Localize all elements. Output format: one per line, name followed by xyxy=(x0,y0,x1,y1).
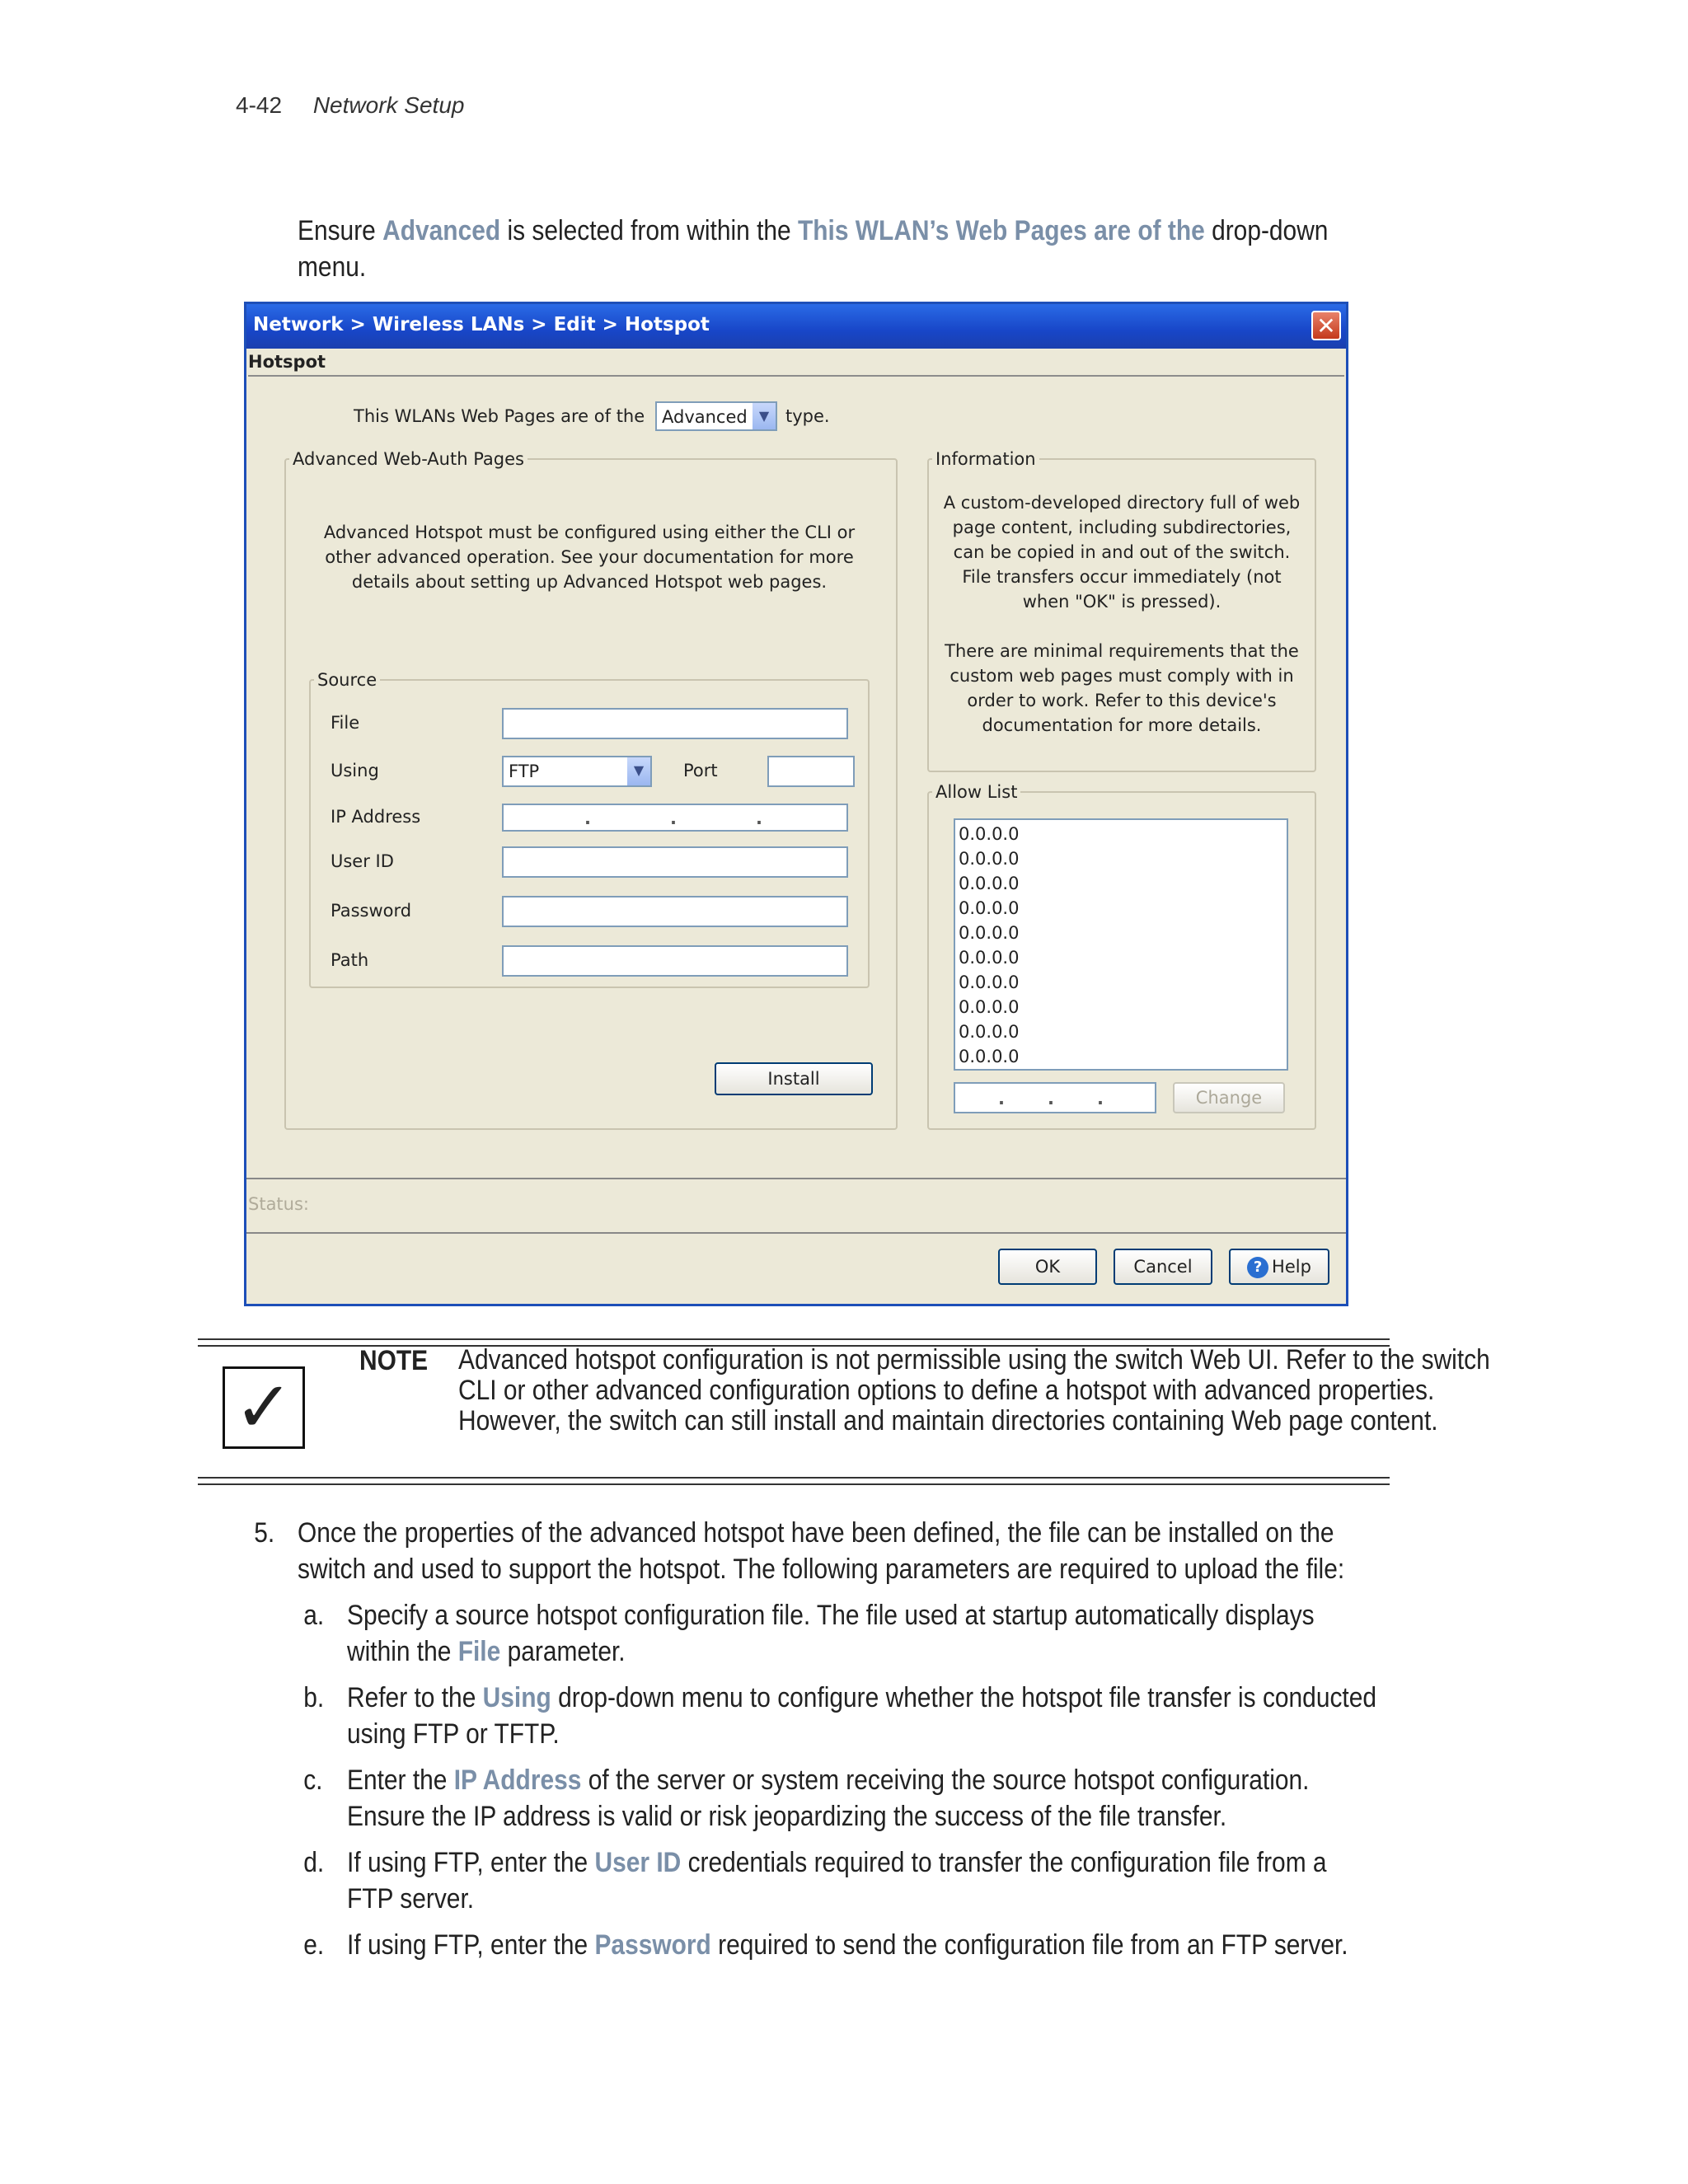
web-pages-type-label: This WLANs Web Pages are of the xyxy=(354,406,645,426)
intro-paragraph xyxy=(298,213,1386,285)
change-button[interactable]: Change xyxy=(1173,1082,1285,1113)
using-label: Using xyxy=(331,761,379,780)
step-text: Once the properties of the advanced hotspot have been defined, the file can be installed on the switch and used to support the hotspot. The following parameters are required to upload the file: xyxy=(298,1517,1345,1585)
status-divider xyxy=(246,1178,1346,1179)
ip-separator: . xyxy=(998,1089,1005,1108)
ip-separator: . xyxy=(584,808,591,828)
step-marker: b. xyxy=(303,1682,325,1713)
step-text: Refer to the xyxy=(347,1682,483,1713)
step-text: Enter the xyxy=(347,1765,454,1796)
step-d xyxy=(303,1844,1377,1917)
step-text: If using FTP, enter the xyxy=(347,1929,595,1961)
highlight-using: Using xyxy=(482,1682,551,1713)
footer-divider xyxy=(246,1232,1346,1234)
list-item[interactable]: 0.0.0.0 xyxy=(959,972,1020,992)
step-marker: e. xyxy=(303,1929,325,1961)
section-title: Network Setup xyxy=(312,92,465,118)
install-button[interactable]: Install xyxy=(715,1062,873,1095)
intro-text: drop-down menu. xyxy=(298,215,1329,283)
file-input[interactable] xyxy=(502,708,848,739)
close-icon[interactable]: ✕ xyxy=(1311,311,1341,340)
password-label: Password xyxy=(331,901,412,921)
divider xyxy=(248,375,1344,377)
list-item[interactable]: 0.0.0.0 xyxy=(959,849,1020,869)
source-legend: Source xyxy=(317,670,377,690)
list-item[interactable]: 0.0.0.0 xyxy=(959,1047,1020,1066)
web-pages-type-select[interactable] xyxy=(655,401,777,431)
information-text-2: There are minimal requirements that the custom web pages must comply with in order to work. Refer to this device's documentation for more details. xyxy=(945,641,1299,735)
cancel-button[interactable]: Cancel xyxy=(1114,1249,1212,1285)
list-item[interactable]: 0.0.0.0 xyxy=(959,1022,1020,1042)
list-item[interactable]: 0.0.0.0 xyxy=(959,824,1020,844)
allow-list-legend: Allow List xyxy=(935,782,1018,802)
ip-address-label: IP Address xyxy=(331,807,421,827)
hotspot-dialog xyxy=(244,302,1348,1306)
step-marker: 5. xyxy=(254,1517,275,1549)
step-5 xyxy=(254,1515,1371,1587)
note-rule-bottom xyxy=(198,1477,1390,1479)
note-text: Advanced hotspot configuration is not permissible using the switch Web UI. Refer to the switch CLI or other advanced configuration options to define a hotspot with advanced properties. However, the switch can still install and maintain directories containing Web page content. xyxy=(458,1344,1490,1436)
intro-highlight-webpages: This WLAN’s Web Pages are of the xyxy=(797,215,1205,246)
highlight-user-id: User ID xyxy=(594,1847,682,1878)
user-id-input[interactable] xyxy=(502,846,848,878)
password-input[interactable] xyxy=(502,896,848,927)
ip-separator: . xyxy=(756,808,762,828)
step-b xyxy=(303,1680,1377,1752)
step-text: drop-down menu to configure whether the hotspot file transfer is conducted using FTP or TFTP. xyxy=(347,1682,1377,1750)
page-number: 4-42 xyxy=(236,92,283,118)
ip-address-input[interactable] xyxy=(502,804,848,832)
hotspot-subheading: Hotspot xyxy=(248,352,326,372)
web-pages-type-suffix: type. xyxy=(785,406,830,426)
help-label: Help xyxy=(1272,1257,1311,1277)
step-a xyxy=(303,1597,1377,1670)
ip-separator: . xyxy=(1097,1089,1104,1108)
ok-button[interactable]: OK xyxy=(998,1249,1097,1285)
step-c xyxy=(303,1762,1377,1835)
step-text: required to send the configuration file from an FTP server. xyxy=(710,1929,1348,1961)
list-item[interactable]: 0.0.0.0 xyxy=(959,874,1020,893)
path-input[interactable] xyxy=(502,945,848,977)
step-e xyxy=(303,1927,1377,1963)
ip-separator: . xyxy=(670,808,677,828)
intro-highlight-advanced: Advanced xyxy=(382,215,501,246)
ip-separator: . xyxy=(1048,1089,1054,1108)
list-item[interactable]: 0.0.0.0 xyxy=(959,923,1020,943)
check-icon: ✓ xyxy=(223,1366,305,1449)
chevron-down-icon: ▼ xyxy=(627,757,650,785)
step-text: credentials required to transfer the configuration file from a FTP server. xyxy=(347,1847,1327,1915)
step-marker: a. xyxy=(303,1600,325,1631)
web-pages-type-value: Advanced xyxy=(662,407,748,427)
step-text: If using FTP, enter the xyxy=(347,1847,595,1878)
using-select[interactable] xyxy=(502,756,652,787)
note-label: NOTE xyxy=(359,1345,429,1376)
advanced-web-auth-legend: Advanced Web-Auth Pages xyxy=(293,449,524,469)
page-header xyxy=(236,92,464,119)
step-marker: c. xyxy=(303,1765,323,1796)
chevron-down-icon: ▼ xyxy=(753,403,776,429)
path-label: Path xyxy=(331,950,369,970)
dialog-titlebar xyxy=(246,304,1346,349)
intro-text: Ensure xyxy=(298,215,383,246)
step-text: parameter. xyxy=(500,1636,626,1667)
note-rule-top xyxy=(198,1338,1390,1340)
step-text: of the server or system receiving the source hotspot configuration. Ensure the IP address is valid or risk jeopardizing the success of the file transfer. xyxy=(347,1765,1310,1832)
allow-ip-input[interactable] xyxy=(954,1082,1156,1113)
dialog-title: Network > Wireless LANs > Edit > Hotspot xyxy=(253,314,710,335)
allow-list[interactable] xyxy=(954,818,1288,1071)
note-rule-bottom xyxy=(198,1483,1390,1485)
help-icon: ? xyxy=(1247,1257,1268,1278)
highlight-ip-address: IP Address xyxy=(453,1765,582,1796)
list-item[interactable]: 0.0.0.0 xyxy=(959,948,1020,968)
status-label: Status: xyxy=(248,1194,309,1214)
advanced-hotspot-message: Advanced Hotspot must be configured using either the CLI or other advanced operation. See your documentation for more details about setting up Advanced Hotspot web pages. xyxy=(323,523,856,592)
highlight-file: File xyxy=(457,1636,501,1667)
web-pages-type-row xyxy=(354,401,848,434)
step-text: Specify a source hotspot configuration file. The file used at startup automatically displays within the xyxy=(347,1600,1315,1667)
help-button[interactable] xyxy=(1229,1249,1329,1285)
list-item[interactable]: 0.0.0.0 xyxy=(959,997,1020,1017)
port-label: Port xyxy=(683,761,718,780)
information-legend: Information xyxy=(935,449,1036,469)
user-id-label: User ID xyxy=(331,851,394,871)
intro-text: is selected from within the xyxy=(500,215,798,246)
file-label: File xyxy=(331,713,360,733)
list-item[interactable]: 0.0.0.0 xyxy=(959,898,1020,918)
using-value: FTP xyxy=(509,762,540,781)
highlight-password: Password xyxy=(594,1929,711,1961)
information-text-1: A custom-developed directory full of web page content, including subdirectories, can be copied in and out of the switch. File transfers occur immediately (not when "OK" is pressed). xyxy=(943,493,1301,612)
step-marker: d. xyxy=(303,1847,325,1878)
port-input[interactable] xyxy=(767,756,855,787)
